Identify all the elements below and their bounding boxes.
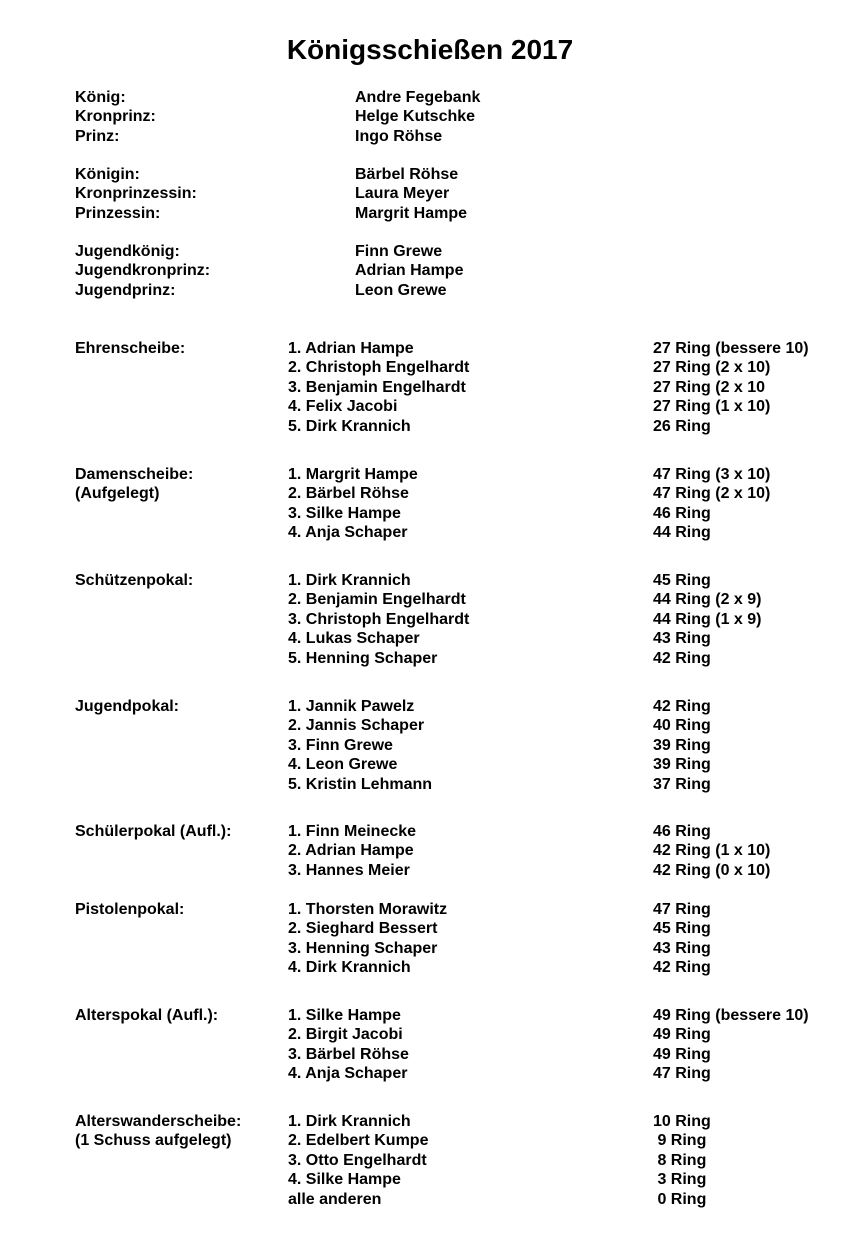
result-place: 5. Henning Schaper <box>288 649 438 667</box>
result-score: 49 Ring <box>653 1045 711 1063</box>
result-score: 26 Ring <box>653 417 711 435</box>
competition-name: (Aufgelegt) <box>75 485 160 503</box>
result-place: 1. Dirk Krannich <box>288 572 411 589</box>
royal-title: Prinzessin: <box>75 204 161 222</box>
result-score: 27 Ring (1 x 10) <box>653 398 771 416</box>
competition-name: Schülerpokal (Aufl.): <box>75 823 232 840</box>
result-place: 1. Silke Hampe <box>288 1007 401 1024</box>
royal-title: Kronprinz: <box>75 108 156 126</box>
result-score: 47 Ring <box>653 1065 711 1083</box>
result-score: 49 Ring (bessere 10) <box>653 1007 809 1024</box>
result-score: 27 Ring (2 x 10 <box>653 378 766 396</box>
result-place: 2. Bärbel Röhse <box>288 485 409 503</box>
result-score: 44 Ring <box>653 524 711 542</box>
result-score: 45 Ring <box>653 572 711 589</box>
result-place: 4. Dirk Krannich <box>288 959 411 977</box>
royal-title: Jugendkronprinz: <box>75 262 211 280</box>
result-score: 10 Ring <box>653 1113 711 1130</box>
result-place: 3. Finn Grewe <box>288 736 393 754</box>
result-score: 43 Ring <box>653 939 711 957</box>
result-score: 44 Ring (2 x 9) <box>653 591 762 609</box>
result-score: 8 Ring <box>653 1151 707 1169</box>
result-place: 1. Adrian Hampe <box>288 340 414 357</box>
result-place: 1. Margrit Hampe <box>288 466 418 483</box>
competition-name: Ehrenscheibe: <box>75 340 186 357</box>
result-place: 3. Hannes Meier <box>288 861 410 879</box>
royal-title: König: <box>75 89 126 106</box>
result-place: 4. Leon Grewe <box>288 756 398 774</box>
result-score: 42 Ring (0 x 10) <box>653 861 771 879</box>
result-place: 3. Otto Engelhardt <box>288 1151 427 1169</box>
result-place: 3. Benjamin Engelhardt <box>288 378 466 396</box>
result-score: 27 Ring (2 x 10) <box>653 359 771 377</box>
competition-name: Alterspokal (Aufl.): <box>75 1007 219 1024</box>
result-place: 4. Felix Jacobi <box>288 398 398 416</box>
result-score: 47 Ring <box>653 901 711 918</box>
result-place: 3. Henning Schaper <box>288 939 438 957</box>
result-place: 5. Dirk Krannich <box>288 417 411 435</box>
result-score: 42 Ring <box>653 959 711 977</box>
result-place: 1. Thorsten Morawitz <box>288 901 448 918</box>
result-place: 3. Christoph Engelhardt <box>288 610 470 628</box>
result-score: 43 Ring <box>653 630 711 648</box>
result-place: 3. Silke Hampe <box>288 504 401 522</box>
royal-name: Finn Grewe <box>355 243 443 260</box>
royal-title: Kronprinzessin: <box>75 185 197 203</box>
royal-name: Ingo Röhse <box>355 127 443 145</box>
competition-name: Alterswanderscheibe: <box>75 1113 242 1130</box>
page-title: Königsschießen 2017 <box>286 34 574 65</box>
result-score: 47 Ring (2 x 10) <box>653 485 771 503</box>
royal-name: Laura Meyer <box>355 185 450 203</box>
result-score: 42 Ring (1 x 10) <box>653 842 771 860</box>
royal-title: Jugendprinz: <box>75 281 176 299</box>
result-score: 42 Ring <box>653 698 711 715</box>
royal-name: Margrit Hampe <box>355 204 468 222</box>
result-place: 4. Anja Schaper <box>288 524 408 542</box>
result-score: 40 Ring <box>653 717 711 735</box>
result-place: 2. Adrian Hampe <box>288 842 414 860</box>
royal-name: Leon Grewe <box>355 281 447 299</box>
result-place: 5. Kristin Lehmann <box>288 775 433 793</box>
royal-name: Bärbel Röhse <box>355 166 459 183</box>
result-place: 2. Sieghard Bessert <box>288 920 438 938</box>
result-place: 1. Jannik Pawelz <box>288 698 415 715</box>
competition-name: Schützenpokal: <box>75 572 194 589</box>
result-score: 46 Ring <box>653 823 711 840</box>
royal-name: Helge Kutschke <box>355 108 476 126</box>
result-place: 2. Birgit Jacobi <box>288 1026 403 1044</box>
royal-title: Jugendkönig: <box>75 243 180 260</box>
result-place: 1. Finn Meinecke <box>288 823 417 840</box>
result-score: 46 Ring <box>653 504 711 522</box>
competition-name: Damenscheibe: <box>75 466 194 483</box>
royal-name: Andre Fegebank <box>355 89 481 106</box>
result-score: 27 Ring (bessere 10) <box>653 340 809 357</box>
result-score: 39 Ring <box>653 736 711 754</box>
result-score: 39 Ring <box>653 756 711 774</box>
royal-name: Adrian Hampe <box>355 262 464 280</box>
result-place: 2. Edelbert Kumpe <box>288 1132 429 1150</box>
result-score: 0 Ring <box>653 1190 707 1208</box>
result-score: 9 Ring <box>653 1132 707 1150</box>
result-place: 2. Jannis Schaper <box>288 717 425 735</box>
result-score: 44 Ring (1 x 9) <box>653 610 762 628</box>
royal-title: Prinz: <box>75 127 120 145</box>
result-score: 42 Ring <box>653 649 711 667</box>
result-score: 3 Ring <box>653 1171 707 1189</box>
result-place: 4. Silke Hampe <box>288 1171 401 1189</box>
result-score: 47 Ring (3 x 10) <box>653 466 771 483</box>
competition-name: (1 Schuss aufgelegt) <box>75 1132 232 1150</box>
competition-name: Pistolenpokal: <box>75 901 185 918</box>
result-place: 2. Benjamin Engelhardt <box>288 591 466 609</box>
result-score: 49 Ring <box>653 1026 711 1044</box>
result-score: 37 Ring <box>653 775 711 793</box>
result-place: 4. Lukas Schaper <box>288 630 420 648</box>
result-place: 4. Anja Schaper <box>288 1065 408 1083</box>
result-place: alle anderen <box>288 1190 382 1208</box>
result-score: 45 Ring <box>653 920 711 938</box>
result-place: 3. Bärbel Röhse <box>288 1045 409 1063</box>
result-place: 1. Dirk Krannich <box>288 1113 411 1130</box>
competition-name: Jugendpokal: <box>75 698 180 715</box>
result-place: 2. Christoph Engelhardt <box>288 359 470 377</box>
royal-title: Königin: <box>75 166 140 183</box>
